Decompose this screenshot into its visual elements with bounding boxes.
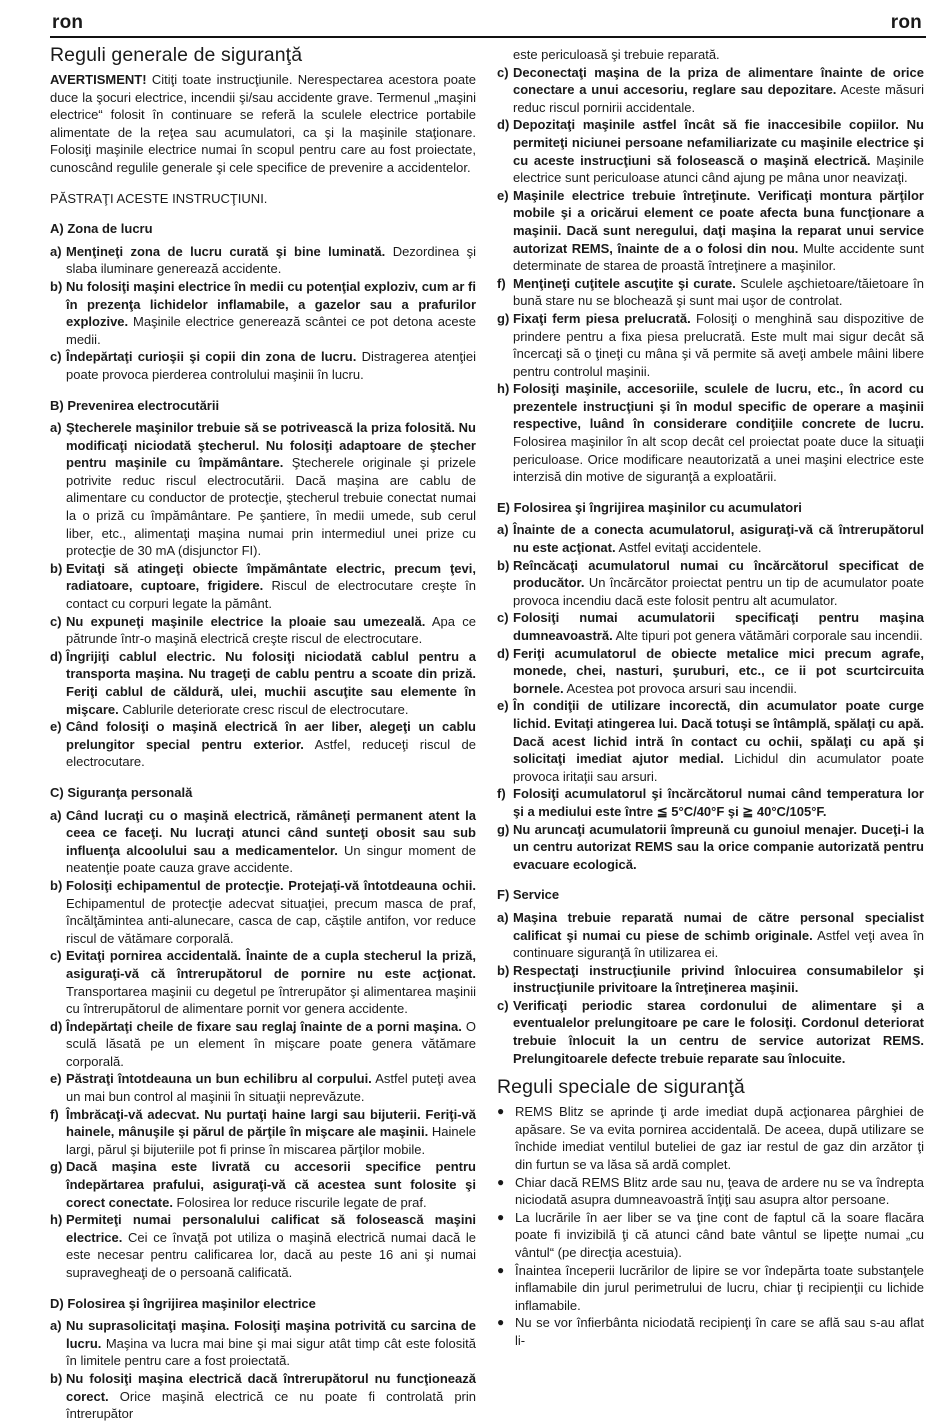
item-text	[66, 613, 476, 648]
bullet-item	[497, 1209, 924, 1262]
list-item	[50, 1106, 476, 1159]
subsection-title-battery-tools: E) Folosirea şi îngrijirea maşinilor cu acumulatori	[497, 499, 802, 515]
list-item	[50, 419, 476, 560]
item-bold-text: Feriţi acumulatorul de obiecte metalice mici precum agrafe, monede, chei, nasturi, şuruburi, etc., ce ii pot scurtcircuita bornele.	[513, 645, 924, 696]
item-label: b)	[50, 278, 63, 294]
tool-care-list	[50, 1317, 476, 1423]
item-normal-text: Orice maşină electrică ce nu poate fi controlată prin întrerupător	[66, 1388, 476, 1422]
item-normal-text: Echipamentul de protecţie adecvat situaţiei, precum masca de praf, încălţămintea anti-alunecare, casca de cap, căştile antifon, vor reduce riscul de vătămare corporală.	[66, 895, 476, 946]
list-item	[497, 380, 924, 486]
item-label: a)	[50, 420, 62, 436]
item-bold-text: Înainte de a conecta acumulatorul, asiguraţi-vă că întrerupătorul nu este acţionat.	[513, 522, 924, 556]
item-normal-text: Sculele aşchietoare/tăietoare în bună stare nu se blochează şi sunt mai uşor de controlat.	[513, 275, 924, 309]
item-normal-text: Folosiţi o menghină sau dispozitive de prindere pentru a fixa piesa prelucrată. Este mult mai sigur decât să încercaţi să o ţineţi cu mâna şi vă permite să aveţi ambele mâini libere pentru controlul maşinii.	[513, 310, 924, 379]
item-bold-text: Nu expuneţi maşinile electrice la ploaie sau umezeală.	[66, 613, 426, 629]
item-text	[66, 348, 476, 383]
item-label: a)	[50, 1318, 62, 1334]
list-item	[50, 877, 476, 947]
item-label: b)	[50, 877, 63, 893]
item-label: f)	[497, 275, 506, 291]
bullet-dot-icon: ●	[497, 1174, 505, 1189]
item-normal-text: Cablurile deteriorate cresc riscul de electrocutare.	[118, 701, 409, 717]
header-rule	[50, 36, 926, 38]
item-text	[513, 116, 924, 186]
list-item	[497, 187, 924, 275]
item-label: e)	[50, 1071, 62, 1087]
item-label: c)	[50, 948, 62, 964]
keep-instructions: PĂSTRAŢI ACESTE INSTRUCŢIUNI.	[50, 190, 268, 206]
item-normal-text: Transportarea maşinii cu degetul pe întrerupător şi alimentarea maşinii cu întrerupătorul de alimentare pornit vor genera accidente.	[66, 983, 476, 1017]
list-item	[497, 962, 924, 997]
section-title-general-safety: Reguli generale de siguranţă	[50, 44, 303, 66]
list-item	[497, 46, 924, 64]
item-text	[66, 1370, 476, 1423]
item-text	[513, 962, 924, 997]
bullet-text: La lucrările în aer liber se va ţine cont de faptul că la soare flacăra poate fi invizibilă ţi că atunci când bate vântul se lipeţte numai „cu vântul“ (pe direcţia acestuia).	[515, 1209, 924, 1260]
list-item	[50, 718, 476, 771]
item-bold-text: Evitaţi să atingeţi obiecte împământate electric, precum ţevi, radiatoare, cuptoare, frigidere.	[66, 560, 476, 594]
list-item	[50, 648, 476, 718]
electrocution-list	[50, 419, 476, 771]
item-bold-text: Folosiţi maşinile, accesoriile, sculele de lucru, etc., în acord cu prezentele instrucţiuni şi în modul specific de operare a maşinii respective, luând în considerare condiţiile concrete de lucru.	[513, 381, 924, 432]
item-label: c)	[497, 610, 509, 626]
bullet-dot-icon: ●	[497, 1209, 505, 1224]
list-item	[497, 310, 924, 380]
item-bold-text: Nu folosiţi maşina electrică dacă întrerupătorul nu funcţionează corect.	[66, 1370, 476, 1404]
list-item	[497, 557, 924, 610]
list-item	[497, 275, 924, 310]
list-item	[50, 560, 476, 613]
battery-tools-list	[497, 521, 924, 873]
item-label: b)	[50, 1370, 63, 1386]
item-bold-text: Verificaţi periodic starea cordonului de alimentare şi a eventualelor prelungitoare pe care le folosiţi. Cordonul deteriorat trebuie înlocuit la un centru de service autorizat REMS. Prelungitoarele defecte trebuie reparate sau înlocuite.	[513, 997, 924, 1066]
item-label: b)	[497, 962, 510, 978]
item-text	[66, 947, 476, 1017]
item-label: e)	[50, 719, 62, 735]
item-normal-text: Folosirea lor reduce riscurile legate de praf.	[172, 1194, 427, 1210]
work-area-list	[50, 243, 476, 384]
list-item	[497, 785, 924, 820]
item-normal-text: Cei ce învaţă pot utiliza o maşină electrică numai dacă le este necesar pentru calificarea lor, dacă au peste 16 ani şi numai supravegheaţi de o persoană calificată.	[66, 1229, 476, 1280]
item-bold-text: Îngrijiţi cablul electric. Nu folosiţi niciodată cablul pentru a transporta maşina. Nu trageţi de cablu pentru a scoate din priză. Feriţi cablul de căldură, ulei, muchii ascuţite sau elemente în mişcare.	[66, 648, 476, 717]
item-bold-text: Folosiţi acumulatorul şi încărcătorul numai când temperatura lor şi a mediului este între ≦ 5°C/40°F şi ≧ 40°C/105°F.	[513, 786, 924, 819]
item-text	[513, 821, 924, 874]
item-text	[66, 278, 476, 348]
item-text	[66, 718, 476, 771]
item-bold-text: Menţineţi zona de lucru curată şi bine luminată.	[66, 243, 386, 259]
item-bold-text: În condiţii de utilizare incorectă, din acumulator poate curge lichid. Evitaţi atingerea lui. Dacă totuşi se întâmplă, spălaţi cu apă. Dacă acest lichid intră în contact cu ochii, spălaţi cu apă şi solicitaţi imediat ajutor medial.	[513, 698, 924, 767]
item-bold-text: Când lucraţi cu o maşină electrică, rămâneţi permanent atent la ceea ce faceţi. Nu lucraţi atunci când sunteţi obosit sau sub influenţa alcoolului sau a medicamentelor.	[66, 807, 476, 858]
item-text	[66, 648, 476, 718]
item-text	[66, 1018, 476, 1071]
item-text	[513, 909, 924, 962]
left-column	[50, 44, 476, 1423]
item-normal-text: Riscul de electrocutare creşte în contact cu corpuri legate la pământ.	[66, 578, 476, 612]
bullet-text: REMS Blitz se aprinde ţi arde imediat după acţionarea pârghiei de apăsare. Se va evita pornirea accidentală. De aceea, după utilizare se închide imediat ventilul buteliei de gaz iar restul de gaz din arzător ţi din furtun se va lăsa să ardă complet.	[515, 1104, 924, 1173]
list-item	[50, 1018, 476, 1071]
item-normal-text: Distragerea atenţiei poate provoca pierderea controlului maşinii în lucru.	[66, 349, 476, 382]
item-bold-text: Când folosiţi o maşină electrică în aer liber, alegeţi un cablu prelungitor special pentru exterior.	[66, 719, 476, 752]
list-item	[497, 609, 924, 644]
item-label: f)	[497, 786, 506, 802]
right-column	[497, 46, 924, 1350]
item-text	[513, 997, 924, 1067]
list-item	[497, 909, 924, 962]
list-item	[50, 1211, 476, 1281]
item-normal-text: Maşina va lucra mai bine şi mai sigur atât timp cât este folosită în limitele pentru care a fost proiectată.	[66, 1335, 476, 1369]
item-label: b)	[497, 557, 510, 573]
warning-label: AVERTISMENT!	[50, 72, 147, 87]
item-bold-text: Maşinile electrice trebuie întreţinute. Verificaţi montura părţilor mobile şi a oricărui element ce poate afecta buna funcţionare a maşinii. Dacă sunt neregului, daţi maşina la reparat unui service autorizat REMS, înainte de a o folosi din nou.	[513, 187, 924, 256]
item-label: d)	[497, 117, 510, 133]
list-item	[497, 64, 924, 117]
subsection-title-work-area: A) Zona de lucru	[50, 221, 153, 237]
item-bold-text: Folosiţi echipamentul de protecţie. Protejaţi-vă întotdeauna ochii.	[66, 877, 476, 893]
item-normal-text: Alte tipuri pot genera vătămări corporale sau incendii.	[612, 628, 923, 643]
item-normal-text: Astfel, reduceţi riscul de electrocutare.	[66, 736, 476, 770]
item-label: e)	[497, 187, 509, 203]
list-item	[497, 116, 924, 186]
bullet-item	[497, 1314, 924, 1349]
list-item	[50, 1070, 476, 1105]
item-bold-text: Nu folosiţi maşini electrice în medii cu potenţial exploziv, cum ar fi în prezenţa lichidelor inflamabile, a gazelor sau a prafurilor explozive.	[66, 278, 476, 330]
bullet-item	[497, 1103, 924, 1173]
item-text	[66, 560, 476, 613]
item-normal-text: Folosirea maşinilor în alt scop decât cel proiectat poate duce la situaţii periculoase. Orice modificare neautorizată a unei maşini electrice este interzisă din motive de siguranţă a exploatării.	[513, 434, 924, 485]
personal-safety-list	[50, 807, 476, 1282]
list-item	[50, 613, 476, 648]
item-text	[513, 187, 924, 275]
item-label: c)	[50, 613, 62, 629]
bullet-item	[497, 1262, 924, 1315]
item-normal-text: Astfel veţi avea în continuare siguranţă în utilizarea ei.	[513, 927, 924, 961]
item-bold-text: Maşina trebuie reparată numai de către personal specialist calificat şi numai cu piese de schimb originale.	[513, 909, 924, 943]
continuation-text: este periculoasă şi trebuie reparată.	[513, 47, 720, 62]
item-text	[66, 1158, 476, 1211]
subsection-title-tool-care: D) Folosirea şi îngrijirea maşinilor electrice	[50, 1295, 316, 1311]
item-text	[513, 785, 924, 820]
item-bold-text: Păstraţi întotdeauna un bun echilibru al corpului.	[66, 1071, 372, 1087]
item-bold-text: Menţineţi cuţitele ascuţite şi curate.	[513, 275, 736, 291]
item-label: d)	[50, 648, 63, 664]
list-item	[50, 348, 476, 383]
item-label: b)	[50, 560, 63, 576]
item-bold-text: Folosiţi numai acumulatorii specificaţi pentru maşina dumneavoastră.	[513, 610, 924, 643]
bullet-text: Nu se vor înfierbânta niciodată recipienţi în care se află sau s-au aflat li-	[515, 1315, 924, 1348]
item-text	[66, 243, 476, 278]
item-text	[66, 1106, 476, 1159]
bullet-item	[497, 1174, 924, 1209]
list-item	[50, 1158, 476, 1211]
item-bold-text: Depozitaţi maşinile astfel încât să fie inaccesibile copiilor. Nu permiteţi niciunei persoane nefamiliarizate cu maşinile electrice şi cu aceste instrucţiuni să folosească o maşină electrică.	[513, 117, 924, 168]
item-normal-text: Multe accidente sunt determinate de starea de proastă întreţinere a maşinilor.	[513, 240, 924, 274]
item-text	[66, 807, 476, 877]
item-bold-text: Îndepărtaţi curioşii şi copii din zona de lucru.	[66, 349, 357, 365]
item-label: c)	[50, 349, 62, 365]
list-item	[50, 1317, 476, 1370]
language-code-right: ron	[890, 12, 922, 33]
item-label: h)	[497, 381, 510, 397]
item-text	[513, 609, 924, 644]
item-normal-text: O sculă lăsată pe un element în mişcare poate genera vătămare corporală.	[66, 1018, 476, 1069]
item-text	[513, 380, 924, 486]
item-bold-text: Ştecherele maşinilor trebuie să se potrivească la priza folosită. Nu modificaţi niciodată ştecherul. Nu folosiţi adaptoare de ştecher pentru maşinile cu împământare.	[66, 420, 476, 471]
list-item	[50, 947, 476, 1017]
item-text	[513, 645, 924, 698]
item-label: a)	[497, 522, 509, 538]
item-text	[513, 275, 924, 310]
item-label: a)	[50, 243, 62, 259]
item-label: h)	[50, 1212, 63, 1228]
bullet-dot-icon: ●	[497, 1262, 505, 1277]
item-normal-text: Acestea pot provoca arsuri sau incendii.	[563, 680, 797, 696]
item-normal-text: Dezordinea şi slaba iluminare generează accidente.	[66, 243, 476, 277]
item-label: c)	[497, 997, 509, 1013]
item-text	[66, 419, 476, 560]
list-item	[497, 521, 924, 556]
item-text	[513, 557, 924, 610]
item-text	[513, 310, 924, 380]
item-label: c)	[497, 64, 509, 80]
item-bold-text: Respectaţi instrucţiunile privind înlocuirea consumabilelor şi instrucţiunile privitoare la întreţinerea maşinii.	[513, 962, 924, 996]
special-safety-bullets	[497, 1103, 924, 1349]
item-normal-text: Astfel evitaţi accidentele.	[615, 540, 762, 556]
list-item	[497, 697, 924, 785]
language-code-left: ron	[52, 12, 84, 33]
tool-care-list-continued	[497, 64, 924, 486]
bullet-dot-icon: ●	[497, 1104, 505, 1119]
item-normal-text: Lichidul din acumulator poate provoca iritaţii sau arsuri.	[513, 751, 924, 784]
item-text	[66, 1317, 476, 1370]
list-item	[50, 807, 476, 877]
list-item	[50, 243, 476, 278]
item-normal-text: Un încărcător proiectat pentru un tip de acumulator poate provoca incendiu dacă este folosit pentru alt acumulator.	[513, 575, 924, 608]
bullet-dot-icon: ●	[497, 1315, 505, 1330]
item-text	[513, 521, 924, 556]
item-bold-text: Dacă maşina este livrată cu accesorii specifice pentru îndepărtarea prafului, asiguraţi-vă că acestea sunt folosite şi corect conectate.	[66, 1159, 476, 1210]
subsection-title-personal-safety: C) Siguranţa personală	[50, 784, 193, 800]
item-normal-text: Un singur moment de neatenţie poate cauza grave accidente.	[66, 842, 476, 876]
item-normal-text: Apa ce pătrunde într-o maşină electrică creşte riscul de electrocutare.	[66, 613, 476, 647]
item-label: a)	[497, 909, 509, 925]
list-item	[50, 1370, 476, 1423]
section-title-special-safety: Reguli speciale de siguranţă	[497, 1076, 745, 1099]
item-label: f)	[50, 1106, 59, 1122]
item-label: a)	[50, 807, 62, 823]
item-bold-text: Fixaţi ferm piesa prelucrată.	[513, 310, 691, 326]
item-bold-text: Evitaţi pornirea accidentală. Înainte de a cupla stecherul la priză, asiguraţi-vă că întrerupătorul de pornire nu este acţionat.	[66, 948, 476, 981]
item-bold-text: Îndepărtaţi cheile de fixare sau reglaj înainte de a porni maşina.	[66, 1018, 462, 1034]
item-bold-text: Deconectaţi maşina de la priza de alimentare înainte de orice conectare a unui accesoriu, reglare sau depozitare.	[513, 64, 924, 98]
item-label: e)	[497, 698, 509, 714]
item-bold-text: Permiteţi numai personalului calificat să folosească maşini electrice.	[66, 1212, 476, 1245]
item-text	[66, 1211, 476, 1281]
item-normal-text: Hainele largi, părul şi bijuteriile pot fi prinse în miscarea părţilor mobile.	[66, 1124, 476, 1157]
item-bold-text: Nu suprasolicitaţi maşina. Folosiţi maşina potrivită cu sarcina de lucru.	[66, 1318, 476, 1351]
item-text	[66, 877, 476, 947]
item-text	[66, 1070, 476, 1105]
item-normal-text: Astfel puteţi avea un mai bun control al maşinii în situaţii neprevăzute.	[66, 1071, 476, 1105]
item-label: d)	[50, 1018, 63, 1034]
item-label: d)	[497, 645, 510, 661]
item-normal-text: Maşinile electrice generează scântei ce pot detona aceste medii.	[66, 314, 476, 347]
warning-text: Citiţi toate instrucţiunile. Nerespectarea acestora poate duce la şocuri electrice, incendii şi/sau accidente grave. Termenul „maşini electrice“ folosit în continuare se referă la sculele electrice portabile alimentate de la reţea sau acumulatori, ca şi la maşinile staţionare. Folosiţi maşinile electrice numai în scopul pentru care au fost proiectate, cunoscând regulile generale şi cele specifice de prevenire a accidentelor.	[50, 72, 476, 175]
item-normal-text: Ştecherele originale şi prizele potrivite reduc riscul electrocutării. Dacă maşina are cablu de alimentare cu conductor de protecţie, ştecherul trebuie conectat numai la o priză cu împământare. Pe şantiere, în medii umede, sub cerul liber, etc., alimentaţi maşina numai prin intermediul unei prize cu protecţie de 30 mA (disjunctor FI).	[66, 455, 476, 559]
bullet-text: Chiar dacă REMS Blitz arde sau nu, ţeava de ardere nu se va îndrepta niciodată asupra dumneavoastră înţiţi sau asupra altor persoane.	[515, 1174, 924, 1208]
list-item	[497, 997, 924, 1067]
list-item	[497, 821, 924, 874]
item-label: g)	[497, 310, 510, 326]
list-item	[497, 645, 924, 698]
item-text	[513, 697, 924, 785]
item-bold-text: Îmbrăcaţi-vă adecvat. Nu purtaţi haine largi sau bijuterii. Feriţi-vă hainele, mânuşile şi părul de părţile în mişcare ale maşinii.	[66, 1106, 476, 1140]
item-bold-text: Reîncăcaţi acumulatorul numai cu încărcătorul specificat de producător.	[513, 557, 924, 591]
warning-paragraph	[50, 71, 476, 177]
service-list	[497, 909, 924, 1067]
item-normal-text: Maşinile electrice sunt periculoase atunci când ajung pe mâna unor neavizaţi.	[513, 152, 924, 186]
item-label: g)	[50, 1159, 63, 1175]
item-normal-text: Aceste măsuri reduc riscul pornirii accidentale.	[513, 82, 924, 115]
item-bold-text: Nu aruncaţi acumulatorii împreună cu gunoiul menajer. Duceţi-i la un centru autorizat REMS sau la orice companie autorizată pentru evacuare ecologică.	[513, 821, 924, 872]
item-text	[513, 64, 924, 117]
list-item	[50, 278, 476, 348]
item-label: g)	[497, 821, 510, 837]
subsection-title-electrocution: B) Prevenirea electrocutării	[50, 397, 220, 413]
subsection-title-service: F) Service	[497, 887, 560, 903]
bullet-text: Înaintea începerii lucrărilor de lipire se vor îndepărta toate substanţele inflamabile din jurul perimetrului de lucru, chiar ţi recipienţii cu lichide inflamabile.	[515, 1262, 924, 1313]
